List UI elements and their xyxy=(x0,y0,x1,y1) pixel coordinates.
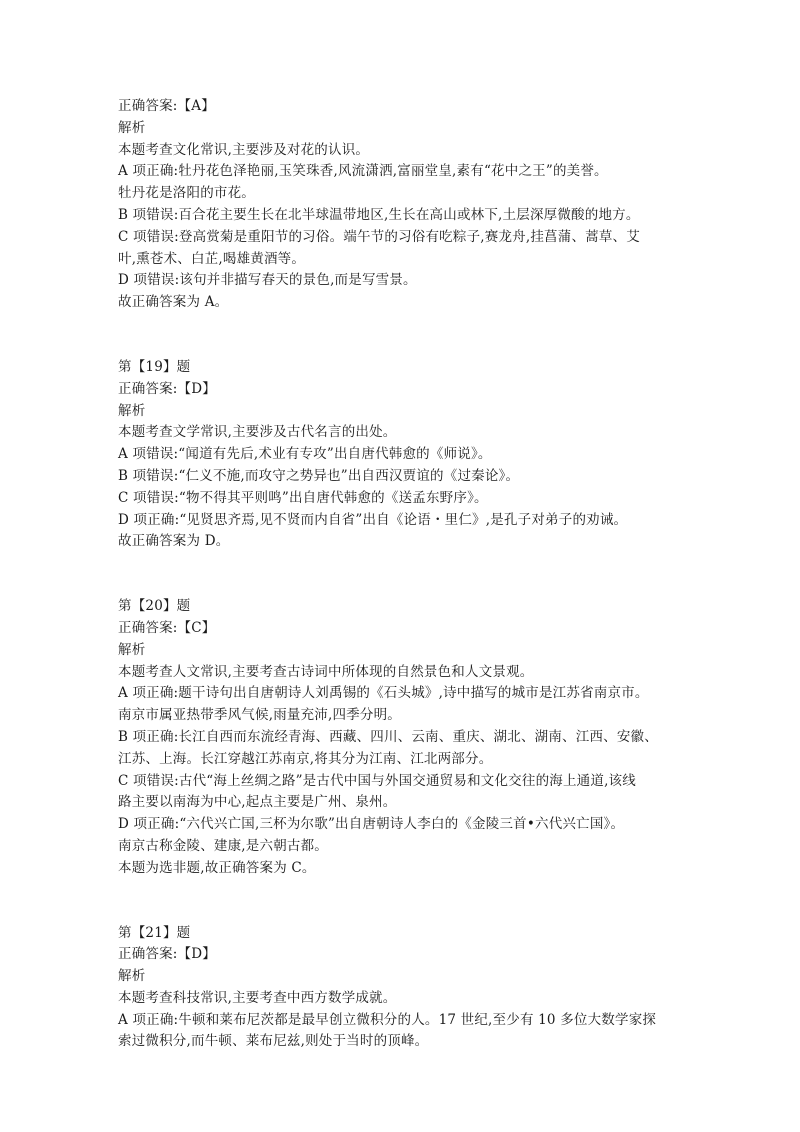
correct-answer-line: 正确答案:【D】 xyxy=(118,380,216,397)
analysis-heading: 解析 xyxy=(118,641,146,658)
final-answer-line: 本题为选非题,故正确答案为 C。 xyxy=(118,859,316,876)
analysis-text: D 项正确:“见贤思齐焉,见不贤而内自省”出自《论语・里仁》,是孔子对弟子的劝诫。 xyxy=(118,511,628,528)
question-number: 第【21】题 xyxy=(118,924,191,941)
analysis-text: C 项错误:“物不得其平则鸣”出自唐代韩愈的《送孟东野序》。 xyxy=(118,489,488,506)
analysis-text: 本题考查人文常识,主要考查古诗词中所体现的自然景色和人文景观。 xyxy=(118,663,534,680)
final-answer-line: 故正确答案为 D。 xyxy=(118,533,230,550)
analysis-text: 南京古称金陵、建康,是六朝古都。 xyxy=(118,837,328,854)
analysis-text: A 项正确:牛顿和莱布尼茨都是最早创立微积分的人。17 世纪,至少有 10 多位大数学家探 xyxy=(118,1011,657,1028)
question-number: 第【20】题 xyxy=(118,598,191,615)
analysis-heading: 解析 xyxy=(118,968,146,985)
analysis-text: 叶,熏苍术、白芷,喝雄黄酒等。 xyxy=(118,250,306,267)
correct-answer-line: 正确答案:【A】 xyxy=(118,98,215,114)
final-answer-line: 故正确答案为 A。 xyxy=(118,294,229,311)
analysis-text: 本题考查科技常识,主要考查中西方数学成就。 xyxy=(118,989,397,1006)
analysis-text: B 项错误:“仁义不施,而攻守之势异也”出自西汉贾谊的《过秦论》。 xyxy=(118,467,520,484)
analysis-text: A 项正确:题干诗句出自唐朝诗人刘禹锡的《石头城》,诗中描写的城市是江苏省南京市。 xyxy=(118,685,649,702)
question-19-explanation xyxy=(118,357,698,553)
analysis-text: 江苏、上海。长江穿越江苏南京,将其分为江南、江北两部分。 xyxy=(118,750,493,767)
analysis-text: C 项错误:登高赏菊是重阳节的习俗。端午节的习俗有吃粽子,赛龙舟,挂菖蒲、蒿草、艾 xyxy=(118,228,640,245)
analysis-text: 路主要以南海为中心,起点主要是广州、泉州。 xyxy=(118,794,397,811)
question-20-explanation xyxy=(118,596,698,879)
analysis-text: B 项正确:长江自西而东流经青海、西藏、四川、云南、重庆、湖北、湖南、江西、安徽、 xyxy=(118,728,658,745)
analysis-heading: 解析 xyxy=(118,119,146,136)
question-18-explanation xyxy=(118,96,698,314)
analysis-text: 本题考查文学常识,主要涉及古代名言的出处。 xyxy=(118,424,397,441)
analysis-text: 南京市属亚热带季风气候,雨量充沛,四季分明。 xyxy=(118,707,401,724)
analysis-text: 牡丹花是洛阳的市花。 xyxy=(118,185,255,202)
analysis-text: B 项错误:百合花主要生长在北半球温带地区,生长在高山或林下,土层深厚微酸的地方。 xyxy=(118,206,640,223)
correct-answer-line: 正确答案:【D】 xyxy=(118,946,216,963)
analysis-text: A 项错误:“闻道有先后,术业有专攻”出自唐代韩愈的《师说》。 xyxy=(118,446,492,463)
analysis-text: 本题考查文化常识,主要涉及对花的认识。 xyxy=(118,141,370,158)
analysis-text: C 项错误:古代“海上丝绸之路”是古代中国与外国交通贸易和文化交往的海上通道,该线 xyxy=(118,772,636,789)
analysis-text: D 项错误:该句并非描写春天的景色,而是写雪景。 xyxy=(118,272,417,289)
analysis-text: 索过微积分,而牛顿、莱布尼兹,则处于当时的顶峰。 xyxy=(118,1033,429,1050)
answer-explanations-page xyxy=(118,96,698,1053)
question-number: 第【19】题 xyxy=(118,358,191,375)
analysis-text: D 项正确:“六代兴亡国,三杯为尔歌”出自唐朝诗人李白的《金陵三首•六代兴亡国》。 xyxy=(118,816,625,833)
question-21-explanation xyxy=(118,923,698,1054)
analysis-heading: 解析 xyxy=(118,402,146,419)
correct-answer-line: 正确答案:【C】 xyxy=(118,619,216,636)
analysis-text: A 项正确:牡丹花色泽艳丽,玉笑珠香,风流潇洒,富丽堂皇,素有“花中之王”的美誉。 xyxy=(118,163,608,180)
